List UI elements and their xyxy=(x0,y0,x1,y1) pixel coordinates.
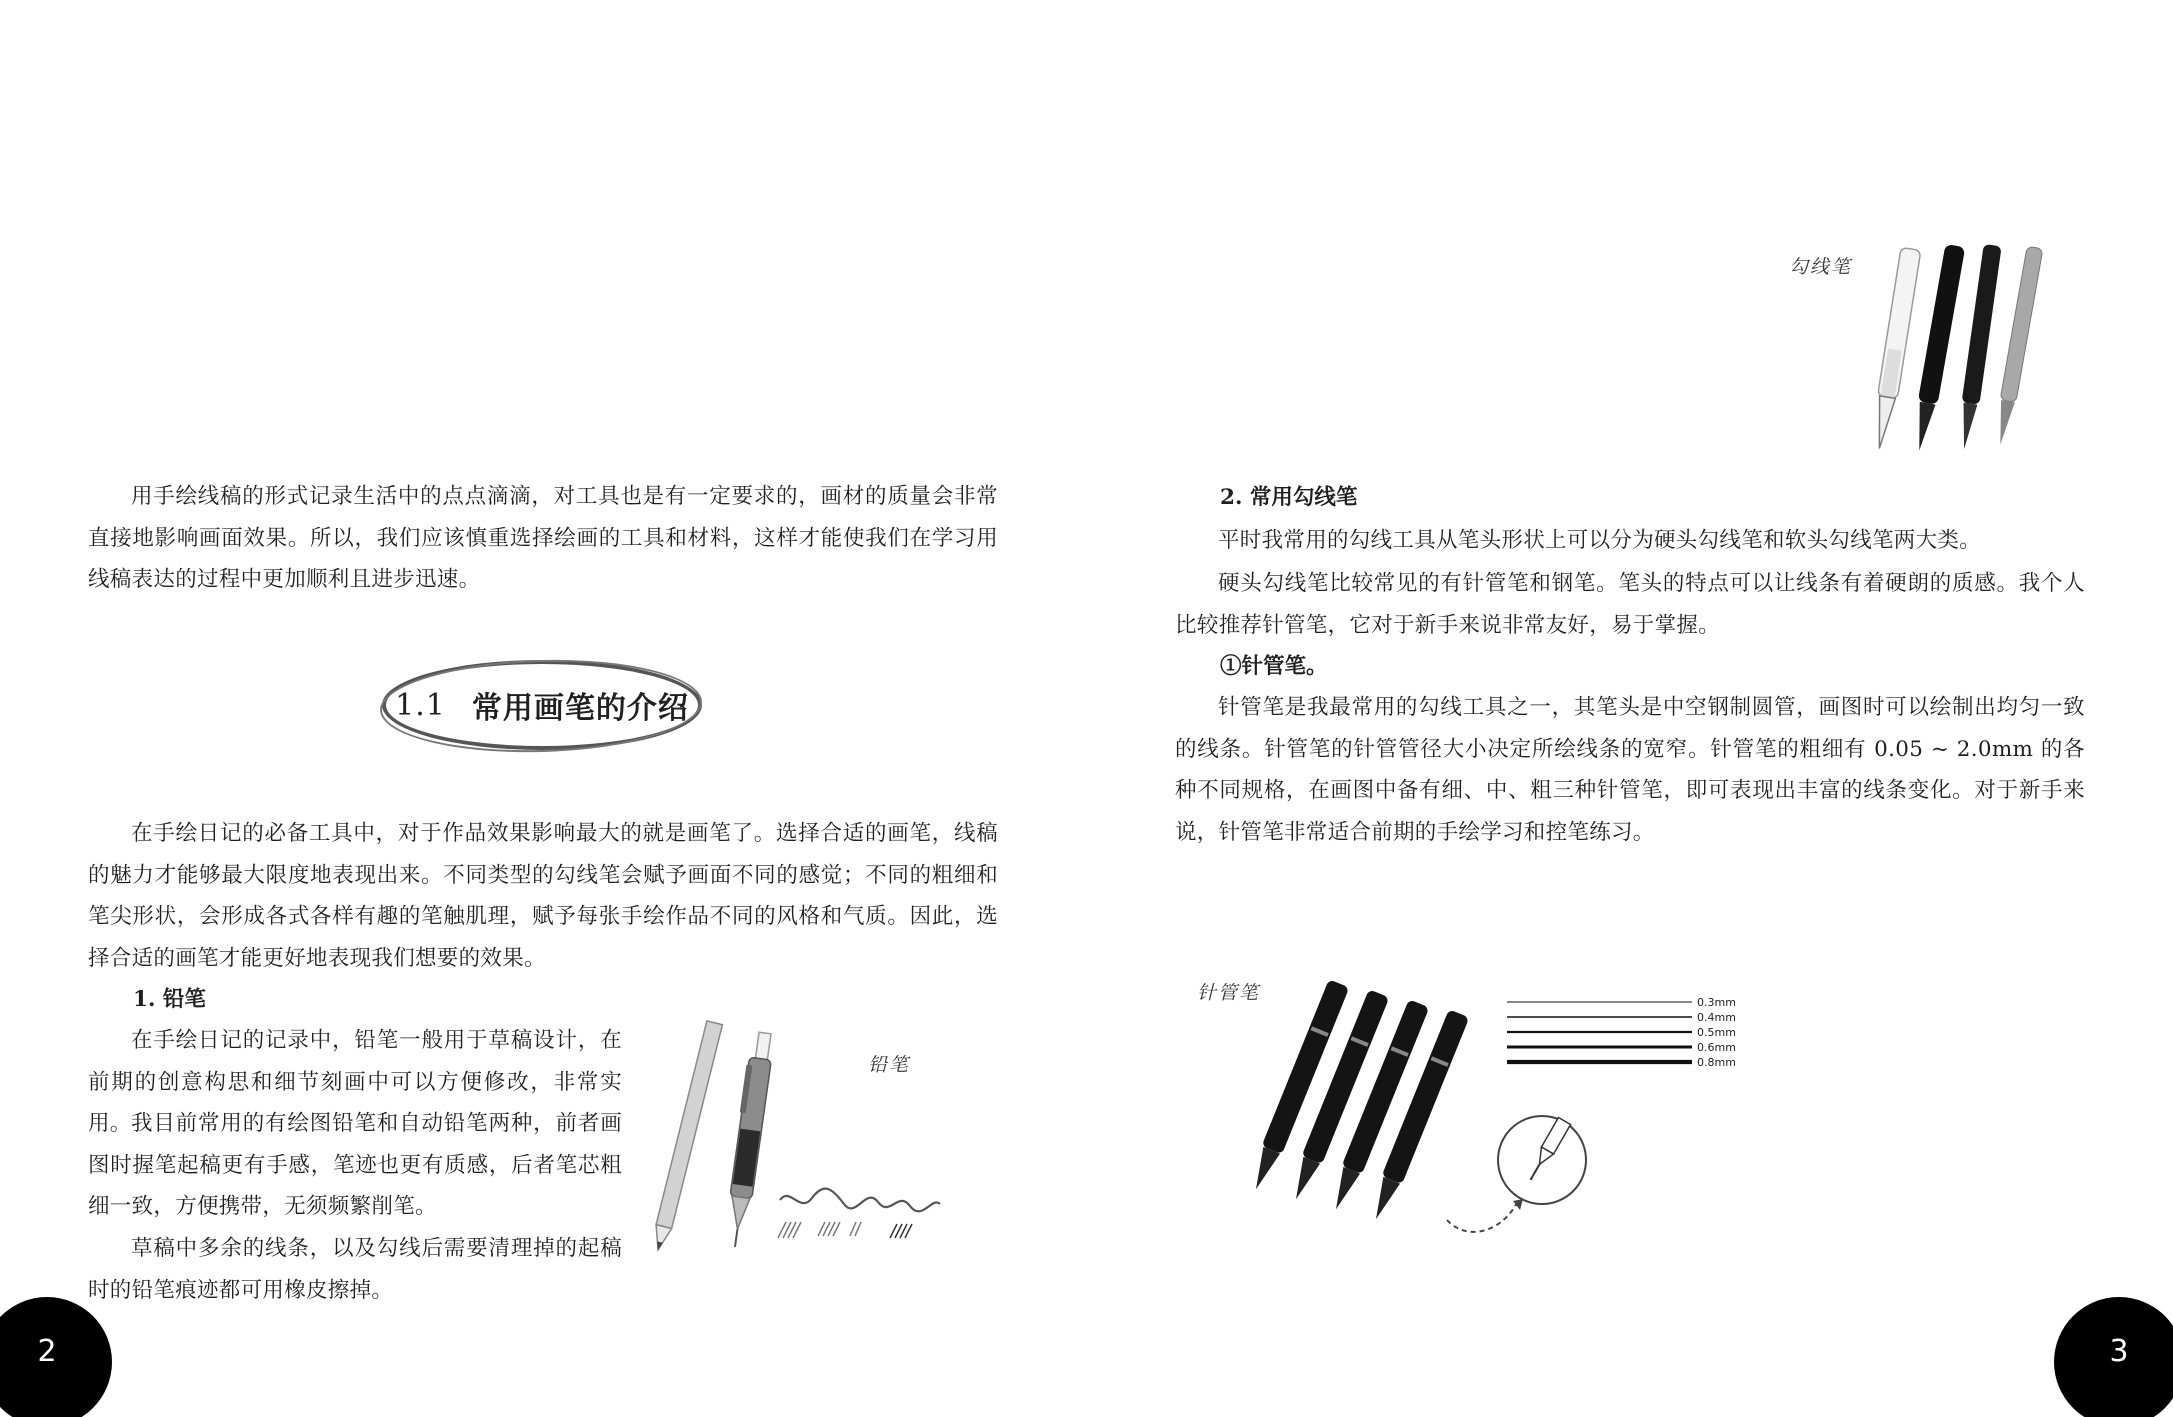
page-number-badge xyxy=(2054,1297,2173,1417)
intro-paragraph: 用手绘线稿的形式记录生活中的点点滴滴，对工具也是有一定要求的，画材的质量会非常直接地影响画面效果。所以，我们应该慎重选择绘画的工具和材料，这样才能使我们在学习用线稿表达的过程中更加顺利且进步迅速。 xyxy=(88,484,998,592)
liner-pen-black-1-icon xyxy=(1909,244,1965,452)
page-number: 2 xyxy=(37,1333,57,1369)
line-width-label: 0.3mm xyxy=(1697,996,1736,1009)
pencil-caption: 铅笔 xyxy=(868,1054,911,1076)
pencil-paragraph-2: 我目前常用的有绘图铅笔和自动铅笔两种，前者画图时握笔起稿更有手感，笔迹也更有质感，后者笔芯粗细一致，方便携带，无须频繁削笔。 xyxy=(88,1111,622,1219)
drawing-pencil-icon xyxy=(650,1021,722,1252)
section-title xyxy=(382,660,702,750)
right-page xyxy=(1087,0,2173,1417)
line-width-label: 0.8mm xyxy=(1697,1056,1736,1069)
needle-pen-heading: ①针管笔。 xyxy=(1220,654,1328,679)
line-width-label: 0.6mm xyxy=(1697,1041,1736,1054)
page-number: 3 xyxy=(2109,1333,2129,1369)
pencil-paragraph-3: 草稿中多余的线条，以及勾线后需要清理掉的起稿时的铅笔痕迹都可用橡皮擦掉。 xyxy=(88,1236,622,1303)
liner-pens-illustration xyxy=(1857,240,2057,460)
liner-caption: 勾线笔 xyxy=(1789,256,1853,278)
page-number-badge xyxy=(0,1297,112,1417)
mechanical-pencil-icon xyxy=(721,1031,775,1248)
hatch-marks xyxy=(778,1222,912,1238)
liner-heading: 2. 常用勾线笔 xyxy=(1220,485,1358,510)
pencil-heading: 1. 铅笔 xyxy=(133,987,206,1012)
liner-paragraph-2: 硬头勾线笔比较常见的有针管笔和钢笔。笔头的特点可以让线条有着硬朗的质感。我个人比较推荐针管笔，它对于新手来说非常友好，易于掌握。 xyxy=(1175,571,2085,638)
liner-pen-grey-icon xyxy=(1992,246,2042,446)
liner-pen-clear-icon xyxy=(1870,247,1921,450)
line-width-label: 0.4mm xyxy=(1697,1011,1736,1024)
section-title-text: 常用画笔的介绍 xyxy=(471,691,689,726)
line-width-label: 0.5mm xyxy=(1697,1026,1736,1039)
section-number: 1.1 xyxy=(395,687,446,723)
liner-pen-black-2-icon xyxy=(1955,244,2001,451)
needle-pen-paragraph: 针管笔是我最常用的勾线工具之一，其笔头是中空钢制圆管，画图时可以绘制出均匀一致的线条。针管笔的针管管径大小决定所绘线条的宽窄。针管笔的粗细有 0.05 ~ 2.0mm 的各种不同规格，在画图中备有细、中、粗三种针管笔，即可表现出丰富的线条变化。对于新手来说，针管笔非常适合前期的手绘学习和控笔练习。 xyxy=(1175,695,2085,845)
liner-paragraph-1: 平时我常用的勾线工具从笔头形状上可以分为硬头勾线笔和软头勾线笔两大类。 xyxy=(1218,528,1982,553)
pencil-paragraph-1: 在手绘日记的记录中，铅笔一般用于草稿设计，在前期的创意构思和细节刻画中可以方便修改，非常实用。 xyxy=(88,1028,622,1136)
left-page xyxy=(0,0,1086,1417)
pencil-illustration xyxy=(640,1010,1010,1260)
needle-pen-caption: 针管笔 xyxy=(1197,982,1261,1004)
pens-intro-paragraph: 在手绘日记的必备工具中，对于作品效果影响最大的就是画笔了。选择合适的画笔，线稿的魅力才能够最大限度地表现出来。不同类型的勾线笔会赋予画面不同的感觉；不同的粗细和笔尖形状，会形成各式各样有趣的笔触肌理，赋予每张手绘作品不同的风格和气质。因此，选择合适的画笔才能更好地表现我们想要的效果。 xyxy=(88,821,998,971)
section-oval-ring xyxy=(379,656,703,756)
line-width-samples xyxy=(1507,992,1747,1072)
